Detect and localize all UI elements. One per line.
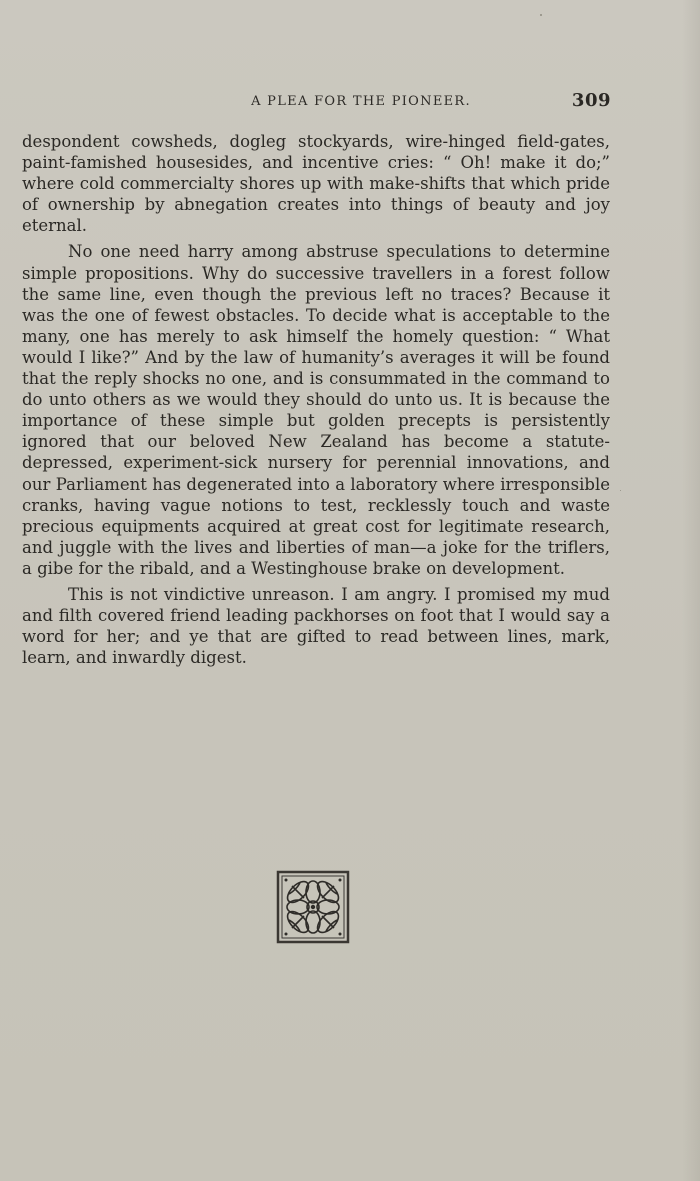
paper-speck: [620, 490, 621, 491]
paragraph-continuation: despondent cowsheds, dogleg stockyards, wire-hinged field-gates, paint-famished housesides, and incentive cries: “ Oh! make it do;” where cold commercialty shores up with make-shifts that which pride of ownership by abnegation creates into things of beauty and joy eternal.: [22, 132, 610, 236]
paragraph-main: No one need harry among abstruse speculations to determine simple propositions. Why do successive travellers in a forest follow the same line, even though the previous left no traces? Because it was the one of fewest obstacles. To decide what is acceptable to the many, one has merely to ask himself the homely question: “ What would I like?” And by the law of humanity’s averages it will be found that the reply shocks no one, and is consummated in the command to do unto others as we would they should do unto us. It is because the importance of these simple but golden precepts is persistently ignored that our beloved New Zealand has become a statute-depressed, experiment-sick nursery for perennial innovations, and our Parliament has degenerated into a laboratory where irresponsible cranks, having vague notions to test, recklessly touch and waste precious equipments acquired at great cost for legitimate research, and juggle with the lives and liberties of man—a joke for the triflers, a gibe for the ribald, and a Westinghouse brake on development.: [22, 242, 610, 578]
running-head: A PLEA FOR THE PIONEER.: [251, 94, 471, 109]
paragraph-closing: This is not vindictive unreason. I am angry. I promised my mud and filth covered friend leading packhorses on foot that I would say a word for her; and ye that are gifted to read between lines, mark, learn, and inwardly digest.: [22, 584, 610, 668]
page-number: 309: [571, 90, 611, 111]
body-text: [22, 131, 610, 673]
paper-speck: [540, 14, 542, 16]
floral-tailpiece-icon: [276, 870, 350, 944]
page-edge-shadow: [682, 0, 700, 1181]
